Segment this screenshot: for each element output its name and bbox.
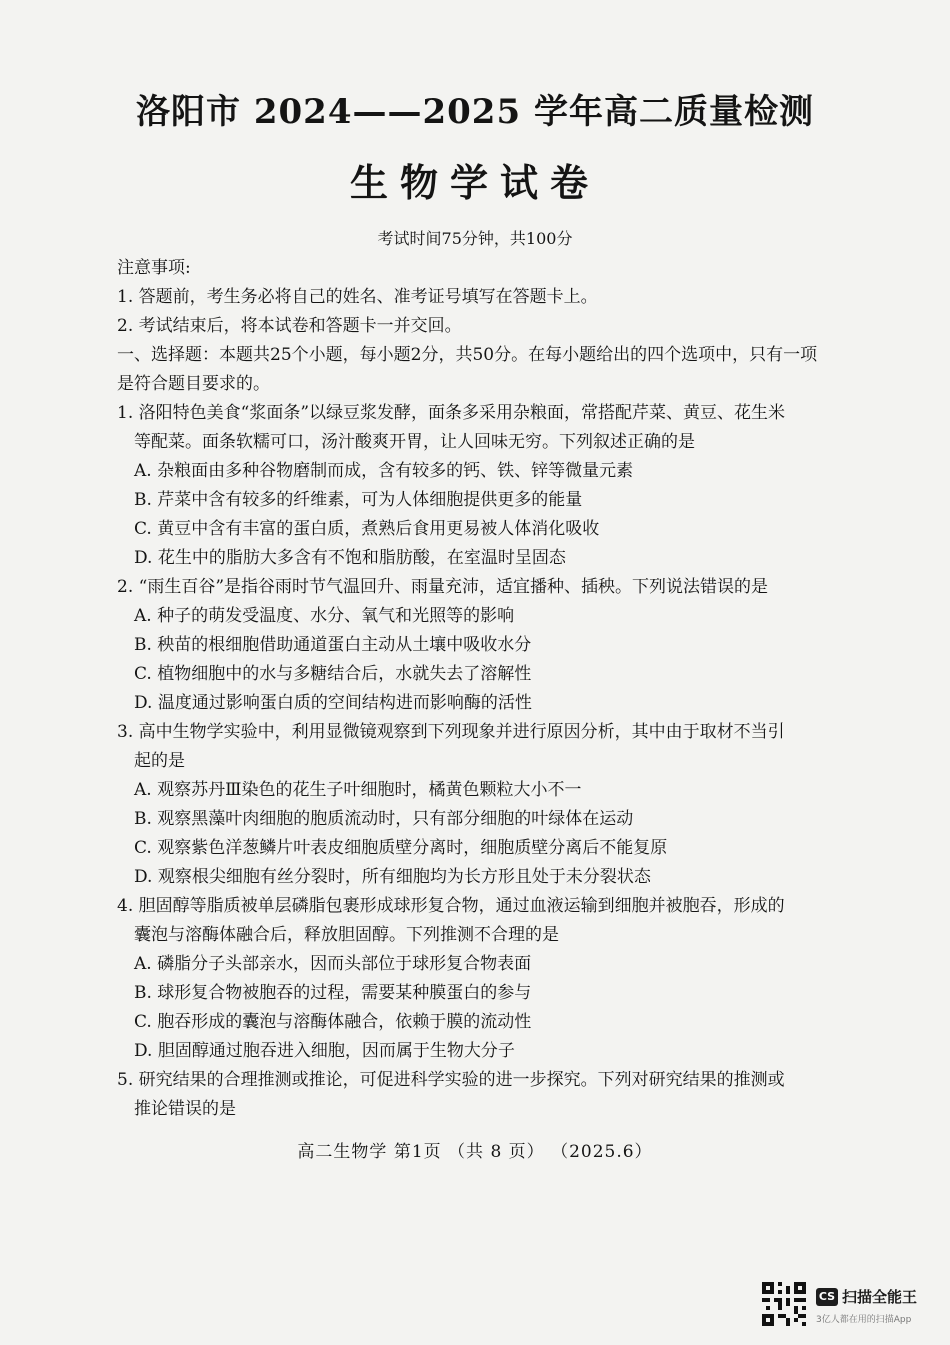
exam-info: 考试时间75分钟，共100分 <box>377 229 573 248</box>
question-4-stem-cont: 囊泡与溶酶体融合后，释放胆固醇。下列推测不合理的是 <box>134 925 559 945</box>
question-1-option-b: B. 芹菜中含有较多的纤维素，可为人体细胞提供更多的能量 <box>134 490 583 510</box>
camscanner-logo-icon: CS <box>816 1288 838 1306</box>
question-3-option-b: B. 观察黑藻叶肉细胞的胞质流动时，只有部分细胞的叶绿体在运动 <box>134 809 634 829</box>
question-5-stem-cont: 推论错误的是 <box>134 1099 236 1119</box>
question-2-stem: 2. “雨生百谷”是指谷雨时节气温回升、雨量充沛，适宜播种、插秧。下列说法错误的是 <box>117 577 769 597</box>
note-item: 1. 答题前，考生务必将自己的姓名、准考证号填写在答题卡上。 <box>117 287 598 307</box>
question-2-option-c: C. 植物细胞中的水与多糖结合后，水就失去了溶解性 <box>134 664 532 684</box>
section-heading-cont: 是符合题目要求的。 <box>117 374 270 394</box>
section-heading: 一、选择题：本题共25个小题，每小题2分，共50分。在每小题给出的四个选项中，只有一项 <box>117 345 818 365</box>
question-3-option-c: C. 观察紫色洋葱鳞片叶表皮细胞质壁分离时，细胞质壁分离后不能复原 <box>134 838 668 858</box>
question-1-stem-cont: 等配菜。面条软糯可口，汤汁酸爽开胃，让人回味无穷。下列叙述正确的是 <box>134 432 695 452</box>
question-4-option-a: A. 磷脂分子头部亲水，因而头部位于球形复合物表面 <box>134 954 532 974</box>
scanner-tagline: 3亿人都在用的扫描App <box>816 1315 912 1325</box>
question-4-stem: 4. 胆固醇等脂质被单层磷脂包裹形成球形复合物，通过血液运输到细胞并被胞吞，形成的 <box>117 896 785 916</box>
question-2-option-d: D. 温度通过影响蛋白质的空间结构进而影响酶的活性 <box>134 693 532 713</box>
question-3-option-d: D. 观察根尖细胞有丝分裂时，所有细胞均为长方形且处于未分裂状态 <box>134 867 651 887</box>
note-item: 2. 考试结束后，将本试卷和答题卡一并交回。 <box>117 316 462 336</box>
question-3-stem-cont: 起的是 <box>134 751 185 771</box>
page-footer: 高二生物学 第1页 （共 8 页） （2025.6） <box>297 1142 653 1162</box>
notes-heading: 注意事项: <box>117 258 191 278</box>
question-4-option-b: B. 球形复合物被胞吞的过程，需要某种膜蛋白的参与 <box>134 983 532 1003</box>
question-2-option-a: A. 种子的萌发受温度、水分、氧气和光照等的影响 <box>134 606 515 626</box>
question-2-option-b: B. 秧苗的根细胞借助通道蛋白主动从土壤中吸收水分 <box>134 635 532 655</box>
question-5-stem: 5. 研究结果的合理推测或推论，可促进科学实验的进一步探究。下列对研究结果的推测或 <box>117 1070 785 1090</box>
question-1-option-c: C. 黄豆中含有丰富的蛋白质，煮熟后食用更易被人体消化吸收 <box>134 519 600 539</box>
scanner-watermark <box>762 1282 932 1330</box>
question-1-option-a: A. 杂粮面由多种谷物磨制而成，含有较多的钙、铁、锌等微量元素 <box>134 461 634 481</box>
exam-body <box>117 254 847 1124</box>
question-3-stem: 3. 高中生物学实验中，利用显微镜观察到下列现象并进行原因分析，其中由于取材不当引 <box>117 722 785 742</box>
exam-title: 洛阳市 2024——2025 学年高二质量检测 <box>136 92 814 132</box>
question-1-option-d: D. 花生中的脂肪大多含有不饱和脂肪酸，在室温时呈固态 <box>134 548 566 568</box>
question-4-option-c: C. 胞吞形成的囊泡与溶酶体融合，依赖于膜的流动性 <box>134 1012 532 1032</box>
qr-code-icon <box>762 1282 806 1326</box>
subject-title: 生物学试卷 <box>349 160 600 205</box>
scanner-app-name: 扫描全能王 <box>842 1288 918 1306</box>
question-3-option-a: A. 观察苏丹Ⅲ染色的花生子叶细胞时，橘黄色颗粒大小不一 <box>134 780 582 800</box>
question-1-stem: 1. 洛阳特色美食“浆面条”以绿豆浆发酵，面条多采用杂粮面，常搭配芹菜、黄豆、花生米 <box>117 403 786 423</box>
question-4-option-d: D. 胆固醇通过胞吞进入细胞，因而属于生物大分子 <box>134 1041 515 1061</box>
